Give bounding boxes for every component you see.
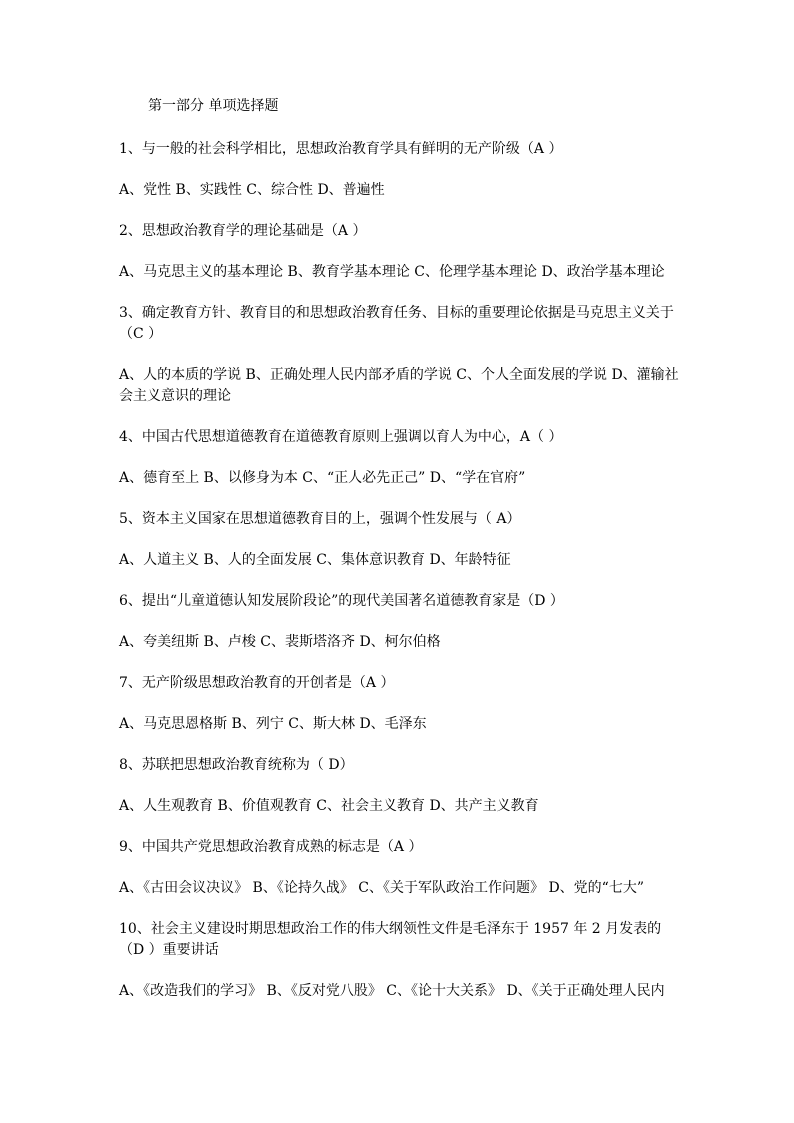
question-3: 3、确定教育方针、教育目的和思想政治教育任务、目标的重要理论依据是马克思主义关于（C ） [119, 305, 674, 342]
options-3: A、人的本质的学说 B、正确处理人民内部矛盾的学说 C、个人全面发展的学说 D、灌输社会主义意识的理论 [119, 367, 679, 404]
question-7: 7、无产阶级思想政治教育的开创者是（A ） [119, 675, 395, 691]
options-8: A、人生观教育 B、价值观教育 C、社会主义教育 D、共产主义教育 [119, 798, 539, 814]
options-7: A、马克思恩格斯 B、列宁 C、斯大林 D、毛泽东 [119, 716, 427, 732]
question-9: 9、中国共产党思想政治教育成熟的标志是（A ） [119, 839, 423, 855]
document-body [119, 96, 679, 1022]
question-8: 8、苏联把思想政治教育统称为（ D） [119, 757, 354, 773]
question-6: 6、提出“儿童道德认知发展阶段论”的现代美国著名道德教育家是（D ） [119, 593, 564, 609]
question-1: 1、与一般的社会科学相比，思想政治教育学具有鲜明的无产阶级（A ） [119, 141, 563, 157]
section-title: 第一部分 单项选择题 [148, 98, 279, 114]
question-5: 5、资本主义国家在思想道德教育目的上，强调个性发展与（ A） [119, 511, 521, 527]
question-10: 10、社会主义建设时期思想政治工作的伟大纲领性文件是毛泽东于 1957 年 2 月发表的（D ）重要讲话 [119, 921, 662, 958]
options-9: A、《古田会议决议》 B、《论持久战》 C、《关于军队政治工作问题》 D、党的“七大” [119, 880, 644, 896]
options-10: A、《改造我们的学习》 B、《反对党八股》 C、《论十大关系》 D、《关于正确处理人民内 [119, 983, 665, 999]
options-1: A、党性 B、实践性 C、综合性 D、普遍性 [119, 182, 385, 198]
options-4: A、德育至上 B、以修身为本 C、“正人必先正己” D、“学在官府” [119, 470, 526, 486]
question-2: 2、思想政治教育学的理论基础是（A ） [119, 223, 367, 239]
question-4: 4、中国古代思想道德教育在道德教育原则上强调以育人为中心，A（ ） [119, 429, 563, 445]
options-2: A、马克思主义的基本理论 B、教育学基本理论 C、伦理学基本理论 D、政治学基本理论 [119, 264, 665, 280]
options-6: A、夸美纽斯 B、卢梭 C、裴斯塔洛齐 D、柯尔伯格 [119, 634, 441, 650]
options-5: A、人道主义 B、人的全面发展 C、集体意识教育 D、年龄特征 [119, 552, 511, 568]
